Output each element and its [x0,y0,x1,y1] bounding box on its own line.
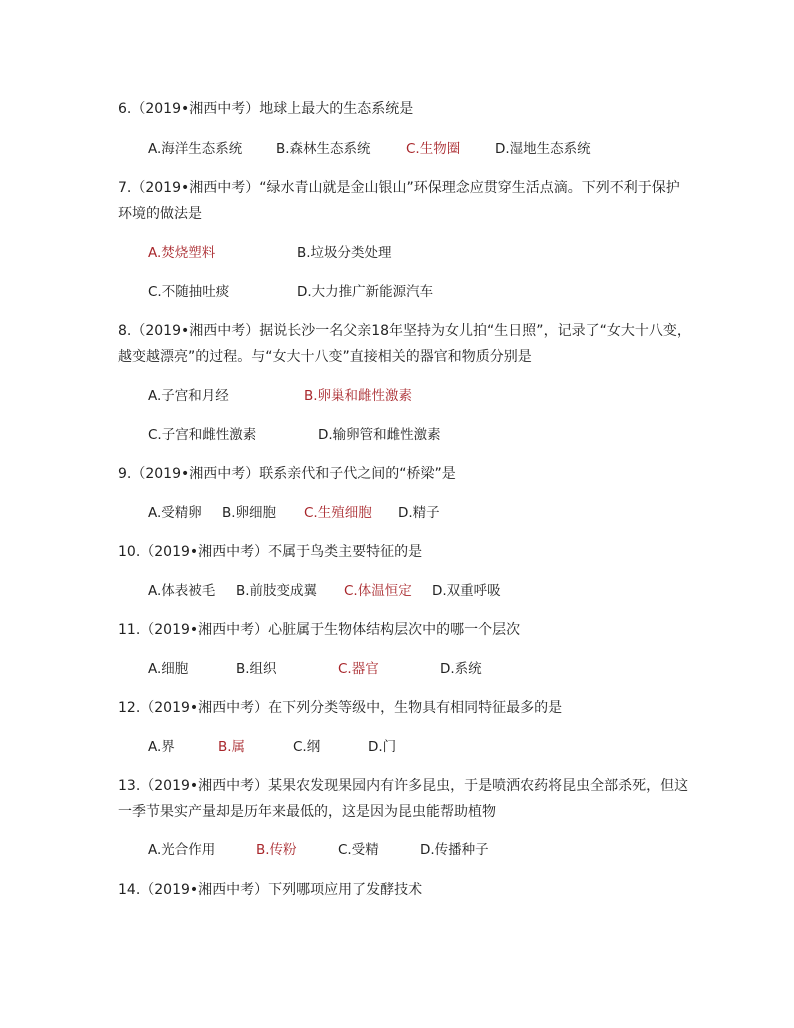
question-12-option-d: D.门 [368,739,397,755]
question-10-option-a: A.体表被毛 [148,583,216,599]
question-9-option-d: D.精子 [398,505,440,521]
question-6-option-d: D.湿地生态系统 [495,141,591,157]
question-14-stem: 14.（2019•湘西中考）下列哪项应用了发酵技术 [118,882,423,898]
question-10-option-b: B.前肢变成翼 [236,583,318,599]
question-12-stem: 12.（2019•湘西中考）在下列分类等级中，生物具有相同特征最多的是 [118,700,563,716]
question-8-option-c: C.子宫和雌性激素 [148,427,257,443]
question-9-option-b: B.卵细胞 [222,505,277,521]
question-6-option-a: A.海洋生态系统 [148,141,243,157]
question-11-option-c-answer: C.器官 [338,661,379,677]
question-6-stem: 6.（2019•湘西中考）地球上最大的生态系统是 [118,101,414,117]
question-13-stem-line2: 一季节果实产量却是历年来最低的，这是因为昆虫能帮助植物 [118,804,496,820]
question-11-option-d: D.系统 [440,661,482,677]
question-6-option-b: B.森林生态系统 [276,141,371,157]
question-7-stem-line2: 环境的做法是 [118,206,202,222]
question-13-option-b-answer: B.传粉 [256,842,297,858]
question-12-option-a: A.界 [148,739,175,755]
question-8-option-d: D.输卵管和雌性激素 [318,427,441,443]
question-13-option-a: A.光合作用 [148,842,216,858]
question-13-option-d: D.传播种子 [420,842,489,858]
question-13-option-c: C.受精 [338,842,379,858]
question-11-option-a: A.细胞 [148,661,189,677]
question-10-stem: 10.（2019•湘西中考）不属于鸟类主要特征的是 [118,544,423,560]
question-9-option-a: A.受精卵 [148,505,202,521]
question-10-option-d: D.双重呼吸 [432,583,501,599]
question-9-stem: 9.（2019•湘西中考）联系亲代和子代之间的“桥梁”是 [118,466,456,482]
question-7-option-b: B.垃圾分类处理 [297,245,392,261]
question-6-option-c-answer: C.生物圈 [406,141,461,157]
question-8-option-a: A.子宫和月经 [148,388,229,404]
question-12-option-c: C.纲 [293,739,321,755]
question-7-option-c: C.不随抽吐痰 [148,284,230,300]
question-10-option-c-answer: C.体温恒定 [344,583,412,599]
question-7-stem-line1: 7.（2019•湘西中考）“绿水青山就是金山银山”环保理念应贯穿生活点滴。下列不利于保护 [118,180,680,196]
question-8-stem-line2: 越变越漂亮”的过程。与“女大十八变”直接相关的器官和物质分别是 [118,349,532,365]
question-12-option-b-answer: B.属 [218,739,246,755]
question-11-stem: 11.（2019•湘西中考）心脏属于生物体结构层次中的哪一个层次 [118,622,521,638]
question-7-option-a-answer: A.焚烧塑料 [148,245,216,261]
question-7-option-d: D.大力推广新能源汽车 [297,284,434,300]
question-8-option-b-answer: B.卵巢和雌性激素 [304,388,413,404]
question-11-option-b: B.组织 [236,661,277,677]
question-9-option-c-answer: C.生殖细胞 [304,505,372,521]
question-13-stem-line1: 13.（2019•湘西中考）某果农发现果园内有许多昆虫，于是喷洒农药将昆虫全部杀死，但这 [118,778,689,794]
question-8-stem-line1: 8.（2019•湘西中考）据说长沙一名父亲18年坚持为女儿拍“生日照”，记录了“女大十八变， [118,323,691,339]
